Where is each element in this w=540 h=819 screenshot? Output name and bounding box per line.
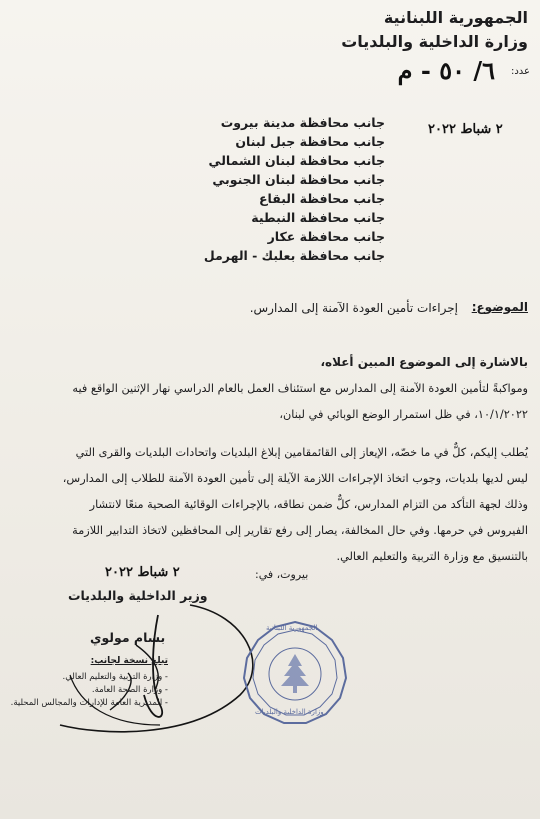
cc-item-health: - وزارة الصحة العامة.: [91, 685, 168, 695]
recipient-bekaa: جانب محافظة البقاع: [258, 191, 385, 206]
recipient-north: جانب محافظة لبنان الشمالي: [208, 153, 385, 168]
letter-date: ٢ شباط ٢٠٢٢: [428, 122, 503, 137]
cc-item-directorate: - المديرية العامة للإدارات والمجالس المحلية.: [10, 698, 168, 708]
reference-label: عدد:: [510, 66, 530, 77]
ministry-heading: وزارة الداخلية والبلديات: [341, 32, 528, 51]
body-p1-line2: ١٠/١/٢٠٢٢، في ظل استمرار الوضع الوبائي في لبنان،: [279, 408, 528, 421]
minister-name: بسام مولوي: [90, 630, 166, 645]
subject-text: إجراءات تأمين العودة الآمنة إلى المدارس.: [249, 301, 458, 315]
recipient-baalbek-hermel: جانب محافظة بعلبك - الهرمل: [203, 248, 385, 263]
closing-date: ٢ شباط ٢٠٢٢: [105, 565, 180, 580]
body-p2-line2: ليس لديها بلديات، وجوب اتخاذ الإجراءات اللازمة الآيلة إلى تأمين العودة الآمنة للطلاب إلى المدارس،: [62, 472, 528, 485]
body-p2-line1: يُطلب إليكم، كلٌّ في ما خصّه، الإيعاز إلى القائمقامين إبلاغ البلديات واتحادات البلديات والقرى التي: [75, 446, 528, 459]
body-p2-line3: وذلك لجهة التأكد من التزام المدارس، كلٌّ ضمن نطاقه، بالإجراءات الوقائية الصحية منعًا لانتشار: [89, 498, 528, 511]
stamp-bottom-text: وزارة الداخلية والبلديات: [255, 708, 324, 716]
stamp-top-text: الجمهورية اللبنانية: [266, 624, 318, 632]
reference-number: ٦/ ٥٠ - م: [397, 56, 495, 85]
recipient-nabatieh: جانب محافظة النبطية: [251, 210, 385, 225]
closing-place: بيروت، في:: [255, 568, 309, 581]
recipient-beirut: جانب محافظة مدينة بيروت: [220, 115, 385, 130]
cc-title: تبلغ نسخة لجانب:: [90, 656, 168, 666]
recipient-south: جانب محافظة لبنان الجنوبي: [212, 172, 385, 187]
republic-heading: الجمهورية اللبنانية: [383, 8, 528, 27]
recipient-mount-lebanon: جانب محافظة جبل لبنان: [235, 134, 385, 149]
recipient-akkar: جانب محافظة عكار: [267, 229, 385, 244]
body-intro: بالاشارة إلى الموضوع المبين أعلاه،: [320, 355, 528, 369]
body-p1-line1: ومواكبةً لتأمين العودة الآمنة إلى المدارس مع استئناف العمل بالعام الدراسي نهار الإثنين الواقع فيه: [72, 382, 528, 395]
body-p2-line5: بالتنسيق مع وزارة التربية والتعليم العالي.: [336, 550, 528, 563]
body-p2-line4: الفيروس في حرمها. وفي حال المخالفة، يصار إلى رفع تقارير إلى المحافظين لاتخاذ التدابير اللازمة: [72, 524, 528, 537]
cc-item-education: - وزارة التربية والتعليم العالي.: [62, 672, 168, 682]
minister-title: وزير الداخلية والبلديات: [68, 588, 208, 603]
subject-label: الموضوع:: [471, 300, 528, 314]
